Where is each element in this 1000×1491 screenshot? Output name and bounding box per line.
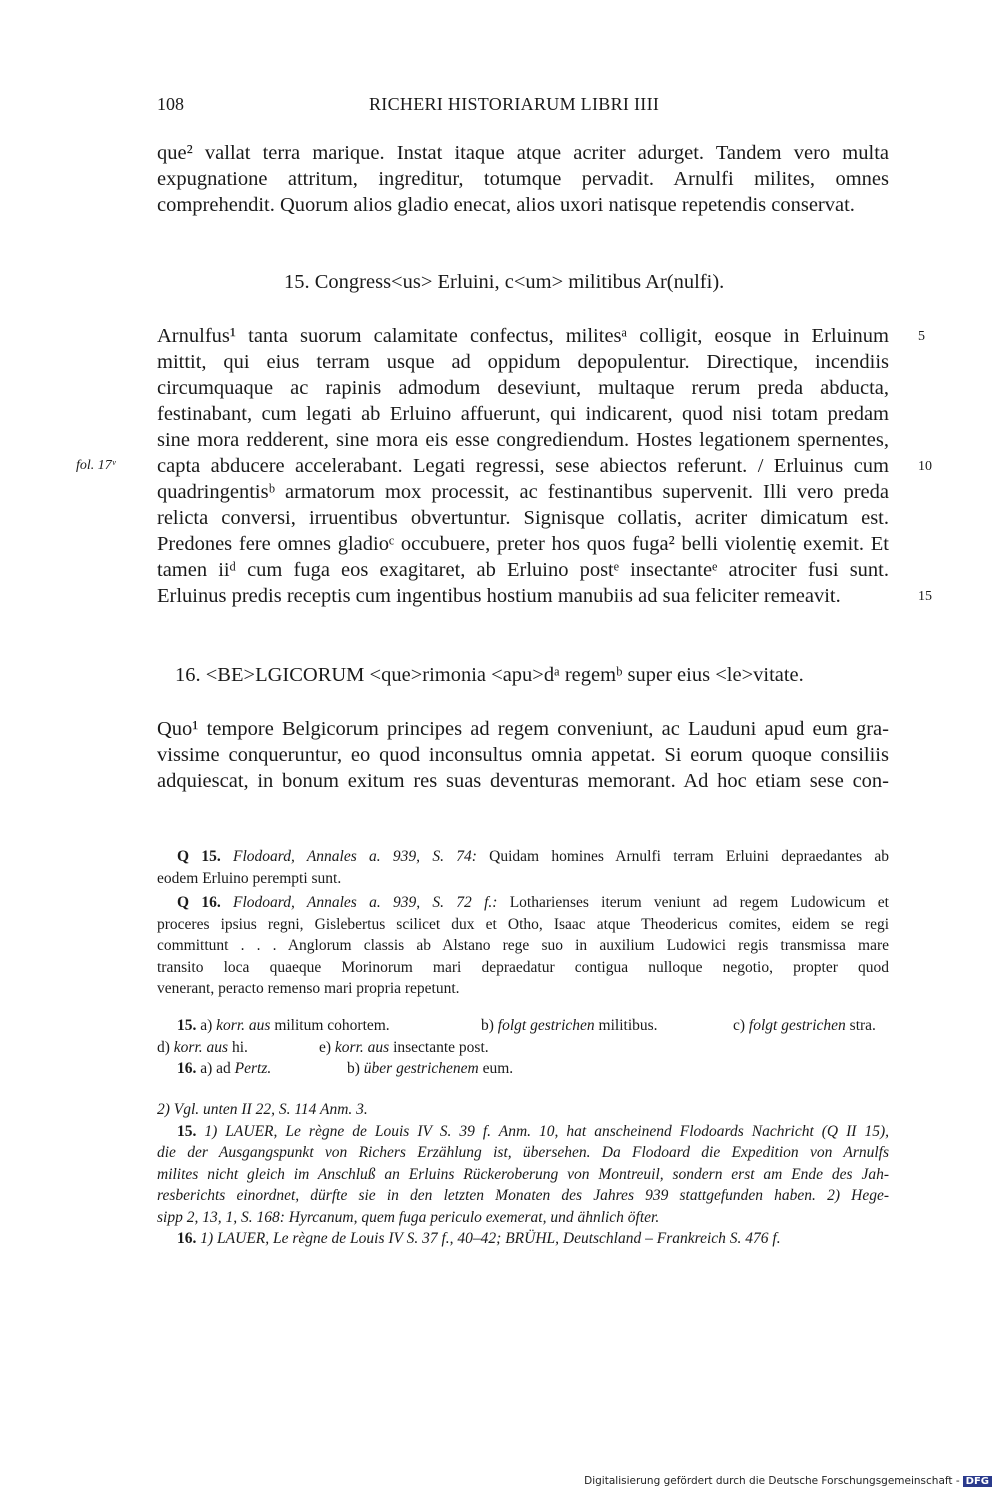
- commentary-notes: [157, 1099, 889, 1250]
- source-line: proceres ipsius regni, Gislebertus scilicet dux et Otho, Isaac atque Theodericus comites, eidem se regi: [157, 915, 889, 933]
- commentary-label: 15.: [177, 1122, 197, 1140]
- apparatus-label: 15.: [177, 1017, 197, 1034]
- text-line: relicta conversi, irruentibus obvertuntur. Signisque collatis, acriter dimicatum est.: [157, 507, 889, 529]
- text-line: circumquaque ac rapinis admodum deseviunt, multaque rerum preda abducta,: [157, 377, 889, 399]
- running-title: RICHERI HISTORIARUM LIBRI IIII: [369, 94, 660, 114]
- source-line: eodem Erluino perempti sunt.: [157, 869, 342, 887]
- source-ref: Flodoard, Annales a. 939, S. 74:: [232, 848, 477, 865]
- commentary-line: die der Ausgangspunkt von Richers Erzählung ist, übersehen. Da Flodoard die Expedition von Arnulfs: [157, 1144, 889, 1161]
- text-line: festinabant, cum legati ab Erluino affuerunt, qui indicarent, quod nisi totam predam: [157, 403, 889, 425]
- text-line: Arnulfus¹ tanta suorum calamitate confectus, militesᵃ colligit, eosque in Erluinum: [157, 325, 889, 347]
- folio-marker: fol. 17ᵛ: [76, 458, 116, 473]
- line-number: 10: [918, 459, 932, 474]
- source-label: Q 15.: [177, 848, 221, 865]
- source-text: Lotharienses iterum veniunt ad regem Ludowicum et: [509, 894, 889, 911]
- text-line: Quo¹ tempore Belgicorum principes ad regem conveniunt, ac Lauduni apud eum gra-: [157, 718, 889, 740]
- section-16-heading: 16. <BE>LGICORUM <que>rimonia <apu>dᵃ regemᵇ super eius <le>vitate.: [175, 664, 804, 686]
- commentary-line: 2) Vgl. unten II 22, S. 114 Anm. 3.: [157, 1101, 368, 1118]
- section-15-heading: 15. Congress<us> Erluini, c<um> militibus Ar(nulfi).: [284, 271, 725, 293]
- source-line: committunt . . . Anglorum classis ab Alstano rege suo in auxilium Ludowici regis transmissa mare: [157, 937, 889, 954]
- source-text: Quidam homines Arnulfi terram Erluini depraedantes ab: [489, 848, 890, 865]
- text-line: que² vallat terra marique. Instat itaque atque acriter adurget. Tandem vero multa: [157, 142, 889, 164]
- text-line: quadringentisᵇ armatorum mox processit, ac festinantibus supervenit. Illi vero preda: [157, 481, 889, 503]
- text-line: Erluinus predis receptis cum ingentibus hostium manubiis ad sua feliciter remeavit.: [157, 585, 841, 607]
- text-line: tamen iiᵈ cum fuga eos exagitaret, ab Erluino postᵉ insectanteᵉ atrociter fusi sunt.: [157, 559, 889, 581]
- text-line: vissime conqueruntur, eo quod inconsultus omnia appetat. Si eorum quoque consiliis: [157, 744, 889, 766]
- commentary-line: resberichts einordnet, dürfte sie in den letzten Monaten des Jahres 939 stattgefunden haben. 2) Hege-: [157, 1187, 889, 1204]
- text-line: comprehendit. Quorum alios gladio enecat, alios uxori natisque repetendis conservat.: [157, 194, 855, 216]
- apparatus-row: d) korr. aus hi. e) korr. aus insectante post.: [157, 1038, 489, 1056]
- critical-apparatus: [157, 1015, 889, 1080]
- apparatus-label: 16.: [177, 1060, 197, 1077]
- text-line: Predones fere omnes gladioᶜ occubuere, preter hos quos fuga² belli violentię exemit. Et: [157, 533, 889, 555]
- commentary-label: 16.: [177, 1230, 197, 1247]
- text-line: capta abducere accelerabant. Legati regressi, sese abiectos referunt. / Erluinus cum: [157, 455, 889, 477]
- apparatus-row: 15. a) korr. aus militum cohortem. b) folgt gestrichen militibus. c) folgt gestrichen stra.: [177, 1017, 876, 1034]
- source-ref: Flodoard, Annales a. 939, S. 72 f.:: [233, 894, 498, 911]
- line-number: 5: [918, 329, 925, 344]
- commentary-line: 15. 1) LAUER, Le règne de Louis IV S. 39 f. Anm. 10, hat anscheinend Flodoards Nachricht (Q II 15),: [177, 1122, 889, 1140]
- section-15-text: [157, 323, 889, 609]
- dfg-footer: [584, 1475, 992, 1487]
- page-number: 108: [157, 94, 184, 114]
- source-line: [157, 846, 889, 868]
- text-line: expugnatione attritum, ingreditur, totumque pervadit. Arnulfi milites, omnes: [157, 168, 889, 190]
- top-paragraph: [157, 140, 889, 218]
- section-16-text: [157, 716, 889, 794]
- commentary-line: milites nicht gleich im Anschluß an Erluins Rückeroberung von Montreuil, sondern erst am Ende des Jah-: [157, 1165, 889, 1183]
- dfg-logo: DFG: [963, 1476, 992, 1487]
- commentary-line: 16. 1) LAUER, Le règne de Louis IV S. 37 f., 40–42; BRÜHL, Deutschland – Frankreich S. 476 f.: [177, 1230, 781, 1247]
- page-header: [157, 94, 889, 120]
- commentary-line: sipp 2, 13, 1, S. 168: Hyrcanum, quem fuga periculo exemerat, und ähnlich öfter.: [157, 1208, 660, 1226]
- text-line: mittit, qui eius terram usque ad oppidum depopulentur. Directique, incendiis: [157, 351, 889, 373]
- source-label: Q 16.: [177, 894, 221, 911]
- line-number: 15: [918, 589, 932, 604]
- source-line: venerant, peracto remenso mari propria repetunt.: [157, 980, 460, 997]
- apparatus-row: 16. a) ad Pertz. b) über gestrichenem eum.: [177, 1060, 514, 1077]
- source-notes: [157, 846, 889, 1000]
- source-line: [157, 892, 889, 914]
- text-line: sine mora redderent, sine mora eis esse congrediendum. Hostes legationem spernentes,: [157, 429, 889, 451]
- text-line: adquiescat, in bonum exitum res suas deventuras memorant. Ad hoc etiam sese con-: [157, 770, 889, 792]
- source-line: transito loca quaeque Morinorum mari depraedatur contigua nulloque negotio, propter quod: [157, 958, 889, 976]
- footer-text: Digitalisierung gefördert durch die Deutsche Forschungsgemeinschaft -: [584, 1475, 960, 1487]
